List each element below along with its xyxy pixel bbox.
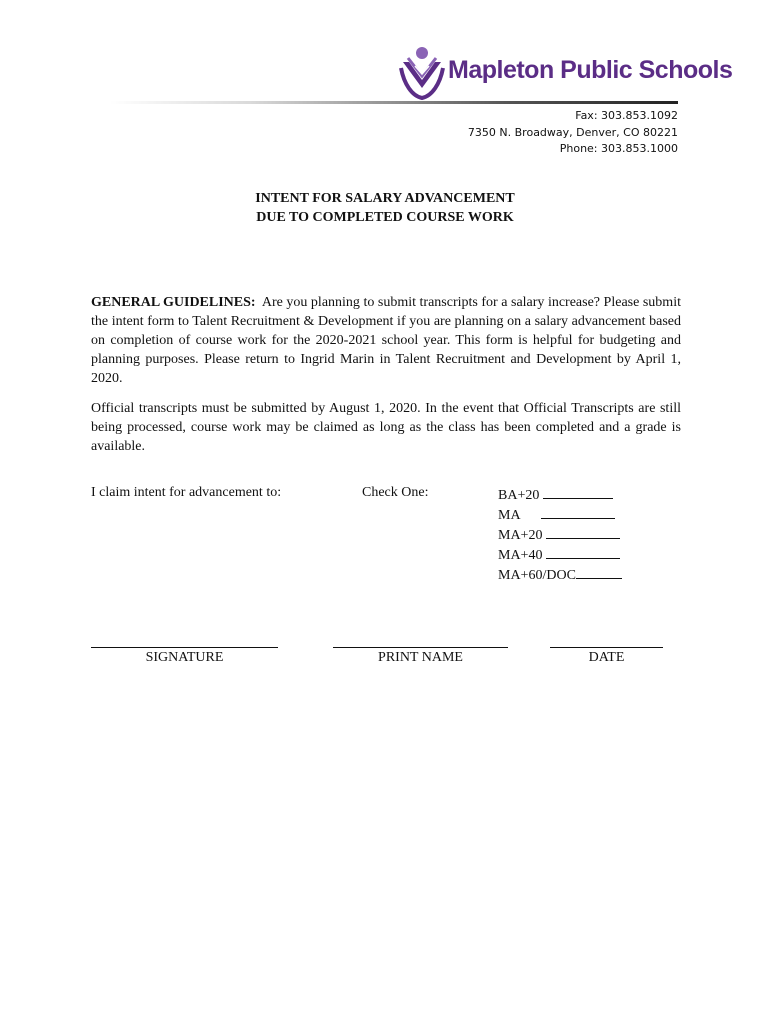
title-line-1: INTENT FOR SALARY ADVANCEMENT xyxy=(255,191,515,206)
contact-block xyxy=(468,108,678,158)
mapleton-logo-icon xyxy=(398,44,446,100)
print-name-label: PRINT NAME xyxy=(378,650,463,665)
degree-options xyxy=(498,485,622,585)
general-guidelines xyxy=(91,293,681,388)
check-one-label: Check One: xyxy=(362,485,429,500)
form-title xyxy=(0,189,770,227)
fax-number: Fax: 303.853.1092 xyxy=(575,109,678,122)
official-transcripts-note: Official transcripts must be submitted by August 1, 2020. In the event that Official Transcripts are still being processed, course work may be claimed as long as the class has been completed and a grade is available. xyxy=(91,401,681,454)
address: 7350 N. Broadway, Denver, CO 80221 xyxy=(467,125,678,139)
option-ba20[interactable]: BA+20 xyxy=(498,485,622,505)
guidelines-heading: GENERAL GUIDELINES: xyxy=(91,295,256,310)
signature-label: SIGNATURE xyxy=(145,650,224,665)
date-label: DATE xyxy=(588,650,625,665)
signature-line[interactable] xyxy=(91,647,278,648)
option-ma60-doc[interactable]: MA+60/DOC xyxy=(498,565,622,585)
option-blank[interactable] xyxy=(546,545,620,559)
option-ma20[interactable]: MA+20 xyxy=(498,525,622,545)
school-logo xyxy=(398,44,733,100)
option-blank[interactable] xyxy=(541,505,615,519)
option-ma[interactable]: MA xyxy=(498,505,622,525)
option-ma40[interactable]: MA+40 xyxy=(498,545,622,565)
school-name: Mapleton Public Schools xyxy=(448,56,733,84)
guidelines-text: Are you planning to submit transcripts for a salary increase? Please submit the intent form to Talent Recruitment & Development if you are planning on a salary advancement based on completion of course work for the 2020-2021 school year. This form is helpful for budgeting and planning purposes. Please return to Ingrid Marin in Talent Recruitment and Development by April 1, 2020. xyxy=(91,295,681,386)
print-name-line[interactable] xyxy=(333,647,508,648)
header-rule xyxy=(110,101,678,104)
claim-label: I claim intent for advancement to: xyxy=(91,485,282,500)
title-line-2: DUE TO COMPLETED COURSE WORK xyxy=(256,210,514,225)
option-blank[interactable] xyxy=(543,485,613,499)
phone-number: Phone: 303.853.1000 xyxy=(559,142,678,155)
date-line[interactable] xyxy=(550,647,663,648)
option-blank[interactable] xyxy=(576,565,622,579)
option-blank[interactable] xyxy=(546,525,620,539)
